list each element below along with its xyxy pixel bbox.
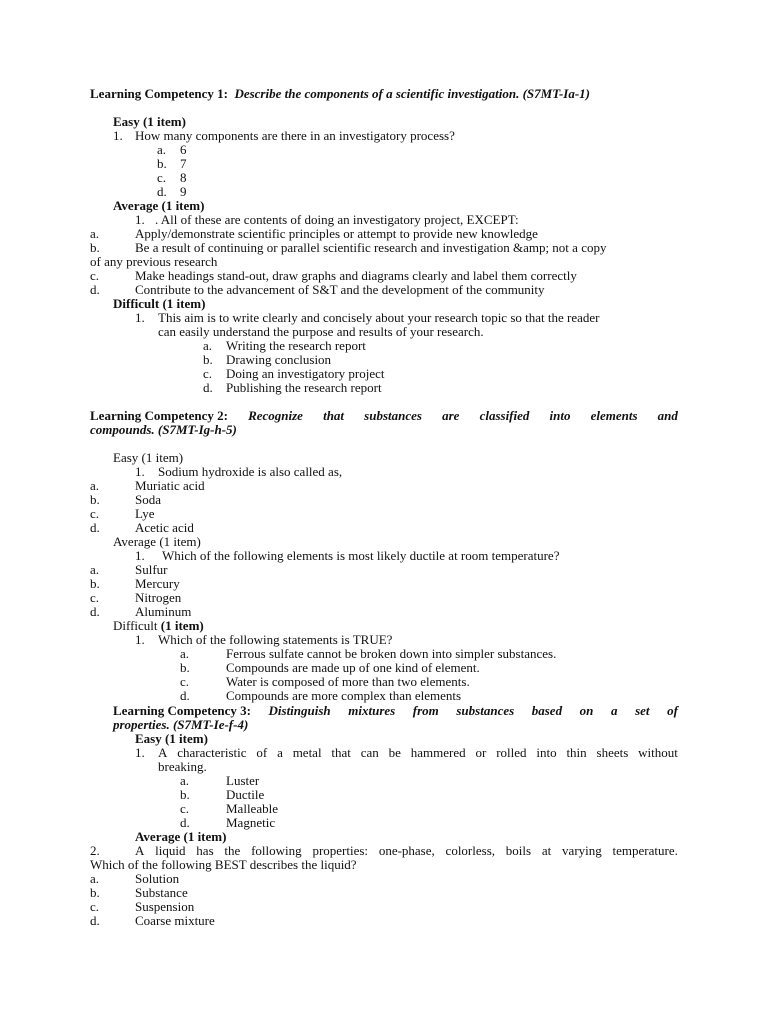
lc2-difficult-choice-label: b.: [180, 660, 190, 675]
lc2-easy-choice-text: Soda: [135, 492, 161, 507]
lc3-average-q-word: at: [541, 843, 552, 858]
lc2-desc-word: are: [442, 408, 460, 423]
lc2-difficult-question-number: 1.: [135, 632, 145, 647]
lc1-difficult-choice-text: Doing an investigatory project: [226, 366, 385, 381]
lc2-desc-word: that: [323, 408, 345, 423]
lc1-label: Learning Competency 1:: [90, 86, 228, 101]
lc2-easy-choice-text: Muriatic acid: [135, 478, 205, 493]
lc1-easy-choice-label: a.: [157, 142, 167, 157]
lc3-easy-choice-text: Malleable: [226, 801, 278, 816]
lc1-easy-choice-label: c.: [157, 170, 167, 185]
lc3-average-choice-text: Suspension: [135, 899, 195, 914]
lc3-average-heading: Average (1 item): [135, 829, 227, 844]
lc3-easy-q-word: thin: [566, 745, 587, 760]
lc1-difficult-choice-label: d.: [203, 380, 213, 395]
lc2-desc-word: classified: [479, 408, 530, 423]
lc1-average-choice-label: a.: [90, 226, 100, 241]
lc3-easy-q-word: without: [638, 745, 678, 760]
lc1-difficult-question-line1: This aim is to write clearly and concisely about your research topic so that the reader: [158, 310, 600, 325]
lc3-easy-choice-label: d.: [180, 815, 190, 830]
lc3-average-q-word: the: [224, 843, 241, 858]
lc1-average-choice-text: Apply/demonstrate scientific principles or attempt to provide new knowledge: [135, 226, 538, 241]
lc2-difficult-choice-text: Ferrous sulfate cannot be broken down into simpler substances.: [226, 646, 557, 661]
lc1-average-choice-text: Contribute to the advancement of S&T and the development of the community: [135, 282, 545, 297]
lc3-desc-word: substances: [456, 703, 515, 718]
lc3-average-choice-label: c.: [90, 899, 100, 914]
lc3-easy-choice-label: a.: [180, 773, 190, 788]
lc3-easy-q-word: A: [158, 745, 168, 760]
lc2-heading-line2: compounds. (S7MT-Ig-h-5): [90, 422, 237, 437]
lc2-easy-question: Sodium hydroxide is also called as,: [158, 464, 343, 479]
lc3-easy-q-word: a: [277, 745, 283, 760]
lc3-desc-word: a: [610, 703, 618, 718]
lc3-average-q-word: temperature.: [612, 843, 678, 858]
lc3-average-choice-label: a.: [90, 871, 100, 886]
lc1-average-choice-label: d.: [90, 282, 100, 297]
lc3-average-q-word: boils: [505, 843, 532, 858]
lc2-difficult-choice-label: d.: [180, 688, 190, 703]
lc3-desc-word: set: [635, 703, 650, 718]
lc2-easy-choice-text: Lye: [135, 506, 155, 521]
lc1-easy-choice-text: 6: [180, 142, 187, 157]
lc3-heading-line1: [113, 704, 678, 718]
lc3-easy-question-line1: [158, 746, 678, 760]
lc3-easy-q-word: sheets: [596, 745, 629, 760]
lc2-average-choice-label: d.: [90, 604, 100, 619]
lc3-average-choice-text: Substance: [135, 885, 188, 900]
lc2-desc-word: elements: [590, 408, 638, 423]
lc2-average-choice-text: Mercury: [135, 576, 180, 591]
lc2-difficult-heading-plain: Difficult: [113, 618, 161, 633]
lc2-easy-choice-label: c.: [90, 506, 100, 521]
lc1-difficult-choice-text: Drawing conclusion: [226, 352, 332, 367]
lc2-average-choice-label: a.: [90, 562, 100, 577]
lc1-easy-question: How many components are there in an investigatory process?: [135, 128, 455, 143]
lc3-desc-word: on: [579, 703, 594, 718]
lc3-easy-q-word: into: [536, 745, 557, 760]
lc3-easy-q-word: or: [475, 745, 487, 760]
lc3-average-q-word: varying: [562, 843, 602, 858]
lc1-description: Describe the components of a scientific investigation. (S7MT-Ia-1): [234, 86, 590, 101]
lc3-desc-word: of: [667, 703, 678, 718]
lc3-desc-word: Distinguish: [268, 703, 331, 718]
lc1-difficult-question-number: 1.: [135, 310, 145, 325]
lc2-difficult-choice-text: Compounds are made up of one kind of element.: [226, 660, 480, 675]
lc3-average-q-word: one-phase,: [378, 843, 435, 858]
lc3-desc-word: from: [412, 703, 439, 718]
lc2-difficult-choice-text: Compounds are more complex than elements: [226, 688, 462, 703]
lc1-average-choice-text-continued: of any previous research: [90, 254, 218, 269]
lc1-average-heading: Average (1 item): [113, 198, 205, 213]
lc3-easy-q-word: of: [256, 745, 268, 760]
lc3-label: Learning Competency 3:: [113, 703, 251, 718]
lc2-desc-word: substances: [364, 408, 422, 423]
lc2-difficult-choice-label: a.: [180, 646, 190, 661]
lc2-difficult-choice-text: Water is composed of more than two elements.: [226, 674, 470, 689]
lc3-average-q-word: following: [251, 843, 302, 858]
lc3-easy-question-number: 1.: [135, 745, 145, 760]
lc1-average-choice-text: Make headings stand-out, draw graphs and diagrams clearly and label them correctly: [135, 268, 577, 283]
lc2-easy-choice-text: Acetic acid: [135, 520, 194, 535]
lc3-easy-choice-text: Luster: [226, 773, 260, 788]
lc3-easy-q-word: metal: [292, 745, 322, 760]
lc2-label: Learning Competency 2:: [90, 408, 228, 423]
lc3-average-q-word: has: [196, 843, 214, 858]
lc1-easy-question-number: 1.: [113, 128, 123, 143]
lc1-easy-choice-label: b.: [157, 156, 167, 171]
lc1-easy-choice-text: 8: [180, 170, 187, 185]
lc3-average-question-line2: Which of the following BEST describes the liquid?: [90, 857, 357, 872]
lc1-difficult-choice-label: b.: [203, 352, 213, 367]
lc3-average-q-word: colorless,: [445, 843, 496, 858]
lc3-easy-q-word: be: [388, 745, 401, 760]
lc3-average-q-word: liquid: [155, 843, 186, 858]
lc2-average-choice-text: Sulfur: [135, 562, 168, 577]
lc3-average-choice-label: d.: [90, 913, 100, 928]
lc3-average-q-word: properties:: [312, 843, 369, 858]
lc2-easy-choice-label: b.: [90, 492, 100, 507]
lc3-easy-q-word: rolled: [496, 745, 527, 760]
lc1-average-choice-label: c.: [90, 268, 100, 283]
lc2-average-choice-text: Nitrogen: [135, 590, 182, 605]
lc2-easy-choice-label: a.: [90, 478, 100, 493]
lc2-difficult-question: Which of the following statements is TRUE?: [158, 632, 393, 647]
lc1-difficult-choice-text: Writing the research report: [226, 338, 366, 353]
lc1-difficult-heading: Difficult (1 item): [113, 296, 206, 311]
lc2-average-choice-label: c.: [90, 590, 100, 605]
lc3-average-choice-text: Coarse mixture: [135, 913, 215, 928]
lc3-easy-heading: Easy (1 item): [135, 731, 208, 746]
lc2-easy-question-number: 1.: [135, 464, 145, 479]
lc1-easy-heading: Easy (1 item): [113, 114, 186, 129]
lc3-average-choice-text: Solution: [135, 871, 180, 886]
lc2-average-heading: Average (1 item): [113, 534, 201, 549]
lc3-easy-question-line2: breaking.: [158, 759, 207, 774]
lc1-easy-choice-text: 7: [180, 156, 187, 171]
lc3-easy-q-word: characteristic: [177, 745, 247, 760]
lc1-easy-choice-text: 9: [180, 184, 187, 199]
lc1-average-choice-label: b.: [90, 240, 100, 255]
lc3-easy-choice-text: Ductile: [226, 787, 265, 802]
lc1-average-question: . All of these are contents of doing an investigatory project, EXCEPT:: [155, 212, 519, 227]
lc2-easy-choice-label: d.: [90, 520, 100, 535]
lc3-desc-word: based: [531, 703, 563, 718]
lc2-difficult-heading-bold: (1 item): [160, 618, 204, 633]
lc2-heading-line1: [90, 409, 678, 423]
lc3-easy-choice-label: c.: [180, 801, 190, 816]
lc3-easy-choice-text: Magnetic: [226, 815, 276, 830]
lc2-desc-word: into: [549, 408, 571, 423]
lc3-heading-line2: properties. (S7MT-Ie-f-4): [113, 717, 249, 732]
lc2-average-question: Which of the following elements is most likely ductile at room temperature?: [162, 548, 560, 563]
lc3-easy-q-word: can: [360, 745, 379, 760]
lc2-average-choice-text: Aluminum: [135, 604, 192, 619]
lc2-desc-word: Recognize: [248, 408, 303, 423]
lc2-difficult-heading: [113, 619, 204, 633]
lc1-difficult-choice-label: c.: [203, 366, 213, 381]
lc3-easy-q-word: hammered: [410, 745, 466, 760]
lc2-difficult-choice-label: c.: [180, 674, 190, 689]
lc1-difficult-choice-label: a.: [203, 338, 213, 353]
lc1-average-choice-text: Be a result of continuing or parallel scientific research and investigation &amp; not a copy: [135, 240, 607, 255]
lc1-heading: [90, 87, 590, 101]
lc3-average-question-number: 2.: [90, 843, 100, 858]
lc3-average-question-line1: [135, 844, 678, 858]
lc1-difficult-question-line2: can easily understand the purpose and results of your research.: [158, 324, 484, 339]
lc3-easy-choice-label: b.: [180, 787, 190, 802]
lc3-average-q-word: A: [135, 843, 145, 858]
lc2-average-choice-label: b.: [90, 576, 100, 591]
lc2-average-question-number: 1.: [135, 548, 145, 563]
lc1-average-question-number: 1.: [135, 212, 145, 227]
lc1-difficult-choice-text: Publishing the research report: [226, 380, 382, 395]
lc3-average-choice-label: b.: [90, 885, 100, 900]
lc2-desc-word: and: [657, 408, 678, 423]
lc2-easy-heading: Easy (1 item): [113, 450, 184, 465]
lc3-desc-word: mixtures: [348, 703, 396, 718]
lc1-easy-choice-label: d.: [157, 184, 167, 199]
lc3-easy-q-word: that: [331, 745, 351, 760]
